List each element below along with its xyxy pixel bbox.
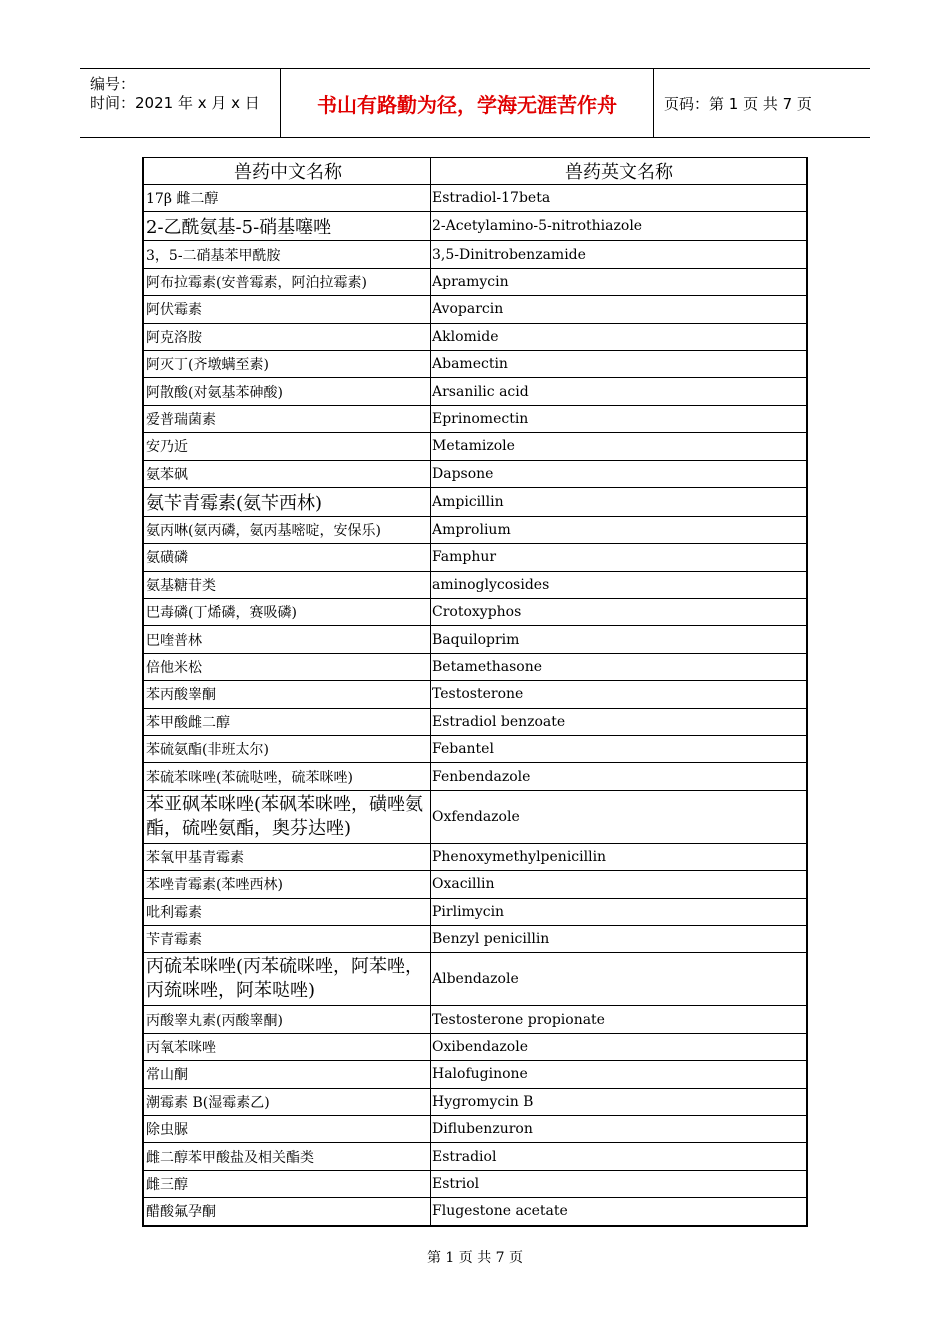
cell-chinese-name: 除虫脲 <box>144 1116 431 1142</box>
table-row <box>144 1061 807 1088</box>
cell-chinese-name: 爱普瑞菌素 <box>144 406 431 432</box>
cell-english-name: Testosterone <box>431 681 807 707</box>
cell-english-name: Diflubenzuron <box>431 1116 807 1142</box>
table-row <box>144 517 807 544</box>
table-row <box>144 296 807 323</box>
cell-english-name: Ampicillin <box>431 488 807 516</box>
table-row <box>144 599 807 626</box>
table-row <box>144 681 807 708</box>
cell-chinese-name: 17β 雌二醇 <box>144 185 431 211</box>
table-row <box>144 1089 807 1116</box>
table-row <box>144 461 807 488</box>
cell-chinese-name: 氨丙啉(氨丙磷，氨丙基嘧啶，安保乐) <box>144 517 431 543</box>
cell-english-name: Abamectin <box>431 351 807 377</box>
table-row <box>144 1116 807 1143</box>
cell-chinese-name: 丙氧苯咪唑 <box>144 1034 431 1060</box>
cell-english-name: Eprinomectin <box>431 406 807 432</box>
cell-chinese-name: 巴毒磷(丁烯磷，赛吸磷) <box>144 599 431 625</box>
cell-chinese-name: 氨磺磷 <box>144 544 431 570</box>
cell-english-name: Febantel <box>431 736 807 762</box>
cell-english-name: Apramycin <box>431 269 807 295</box>
header-meta <box>80 69 281 137</box>
table-row <box>144 1171 807 1198</box>
table-row <box>144 654 807 681</box>
cell-english-name: aminoglycosides <box>431 572 807 598</box>
table-row <box>144 763 807 790</box>
cell-english-name: Arsanilic acid <box>431 378 807 404</box>
table-row <box>144 736 807 763</box>
cell-english-name: Amprolium <box>431 517 807 543</box>
table-row <box>144 241 807 268</box>
table-row <box>144 378 807 405</box>
cell-english-name: Halofuginone <box>431 1061 807 1087</box>
cell-english-name: Oxfendazole <box>431 791 807 843</box>
cell-chinese-name: 苯硫氨酯(非班太尔) <box>144 736 431 762</box>
table-row <box>144 324 807 351</box>
cell-chinese-name: 阿散酸(对氨基苯砷酸) <box>144 378 431 404</box>
cell-chinese-name: 丙硫苯咪唑(丙苯硫咪唑，阿苯唑，丙巯咪唑，阿苯哒唑) <box>144 953 431 1005</box>
cell-english-name: Famphur <box>431 544 807 570</box>
cell-chinese-name: 倍他米松 <box>144 654 431 680</box>
cell-english-name: Avoparcin <box>431 296 807 322</box>
table-row <box>144 899 807 926</box>
cell-chinese-name: 氨苄青霉素(氨苄西林) <box>144 488 431 516</box>
cell-english-name: 2-Acetylamino-5-nitrothiazole <box>431 212 807 240</box>
table-row <box>144 1006 807 1033</box>
table-row <box>144 1143 807 1170</box>
cell-chinese-name: 雌三醇 <box>144 1171 431 1197</box>
cell-english-name: Pirlimycin <box>431 899 807 925</box>
cell-english-name: Betamethasone <box>431 654 807 680</box>
cell-chinese-name: 阿克洛胺 <box>144 324 431 350</box>
cell-chinese-name: 丙酸睾丸素(丙酸睾酮) <box>144 1006 431 1032</box>
drug-name-table <box>142 157 808 1227</box>
cell-english-name: Baquiloprim <box>431 626 807 652</box>
table-row <box>144 433 807 460</box>
cell-chinese-name: 阿伏霉素 <box>144 296 431 322</box>
table-row <box>144 953 807 1006</box>
cell-english-name: Aklomide <box>431 324 807 350</box>
cell-english-name: Dapsone <box>431 461 807 487</box>
cell-english-name: Testosterone propionate <box>431 1006 807 1032</box>
cell-chinese-name: 安乃近 <box>144 433 431 459</box>
document-date: 时间：2021 年 x 月 x 日 <box>90 94 260 112</box>
cell-chinese-name: 阿布拉霉素(安普霉素，阿泊拉霉素) <box>144 269 431 295</box>
cell-english-name: Phenoxymethylpenicillin <box>431 844 807 870</box>
table-row <box>144 626 807 653</box>
cell-english-name: Flugestone acetate <box>431 1198 807 1224</box>
cell-chinese-name: 常山酮 <box>144 1061 431 1087</box>
table-row <box>144 709 807 736</box>
cell-english-name: Estradiol benzoate <box>431 709 807 735</box>
table-row <box>144 1034 807 1061</box>
cell-chinese-name: 氨苯砜 <box>144 461 431 487</box>
cell-chinese-name: 苯亚砜苯咪唑(苯砜苯咪唑，磺唑氨酯，硫唑氨酯，奥芬达唑) <box>144 791 431 843</box>
cell-chinese-name: 苯硫苯咪唑(苯硫哒唑，硫苯咪唑) <box>144 763 431 789</box>
cell-chinese-name: 苯丙酸睾酮 <box>144 681 431 707</box>
cell-chinese-name: 阿灭丁(齐墩螨至素) <box>144 351 431 377</box>
table-row <box>144 212 807 241</box>
cell-english-name: 3,5-Dinitrobenzamide <box>431 241 807 267</box>
cell-english-name: Albendazole <box>431 953 807 1005</box>
table-header-row <box>144 158 807 185</box>
cell-chinese-name: 苯甲酸雌二醇 <box>144 709 431 735</box>
table-row <box>144 269 807 296</box>
cell-chinese-name: 吡利霉素 <box>144 899 431 925</box>
table-row <box>144 488 807 517</box>
column-header-english: 兽药英文名称 <box>431 158 807 184</box>
cell-chinese-name: 2-乙酰氨基-5-硝基噻唑 <box>144 212 431 240</box>
cell-chinese-name: 苯唑青霉素(苯唑西林) <box>144 871 431 897</box>
cell-chinese-name: 醋酸氟孕酮 <box>144 1198 431 1224</box>
cell-english-name: Fenbendazole <box>431 763 807 789</box>
cell-chinese-name: 潮霉素 B(湿霉素乙) <box>144 1089 431 1115</box>
table-row <box>144 871 807 898</box>
cell-english-name: Estriol <box>431 1171 807 1197</box>
column-header-chinese: 兽药中文名称 <box>144 158 431 184</box>
table-row <box>144 406 807 433</box>
cell-english-name: Crotoxyphos <box>431 599 807 625</box>
table-row <box>144 844 807 871</box>
table-row <box>144 351 807 378</box>
cell-chinese-name: 苄青霉素 <box>144 926 431 952</box>
cell-english-name: Benzyl penicillin <box>431 926 807 952</box>
table-row <box>144 1198 807 1225</box>
page-footer: 第 1 页 共 7 页 <box>426 1250 524 1266</box>
cell-chinese-name: 雌二醇苯甲酸盐及相关酯类 <box>144 1143 431 1169</box>
cell-english-name: Oxacillin <box>431 871 807 897</box>
table-row <box>144 572 807 599</box>
cell-chinese-name: 苯氧甲基青霉素 <box>144 844 431 870</box>
cell-chinese-name: 巴喹普林 <box>144 626 431 652</box>
table-row <box>144 791 807 844</box>
table-row <box>144 544 807 571</box>
cell-english-name: Estradiol <box>431 1143 807 1169</box>
cell-chinese-name: 3，5-二硝基苯甲酰胺 <box>144 241 431 267</box>
cell-english-name: Hygromycin B <box>431 1089 807 1115</box>
cell-english-name: Metamizole <box>431 433 807 459</box>
header-page-info: 页码：第 1 页 共 7 页 <box>664 94 812 113</box>
table-row <box>144 926 807 953</box>
table-row <box>144 185 807 212</box>
cell-english-name: Estradiol-17beta <box>431 185 807 211</box>
cell-english-name: Oxibendazole <box>431 1034 807 1060</box>
cell-chinese-name: 氨基糖苷类 <box>144 572 431 598</box>
page-header <box>80 68 870 138</box>
document-number-label: 编号： <box>90 75 136 93</box>
header-motto: 书山有路勤为径，学海无涯苦作舟 <box>281 69 654 137</box>
